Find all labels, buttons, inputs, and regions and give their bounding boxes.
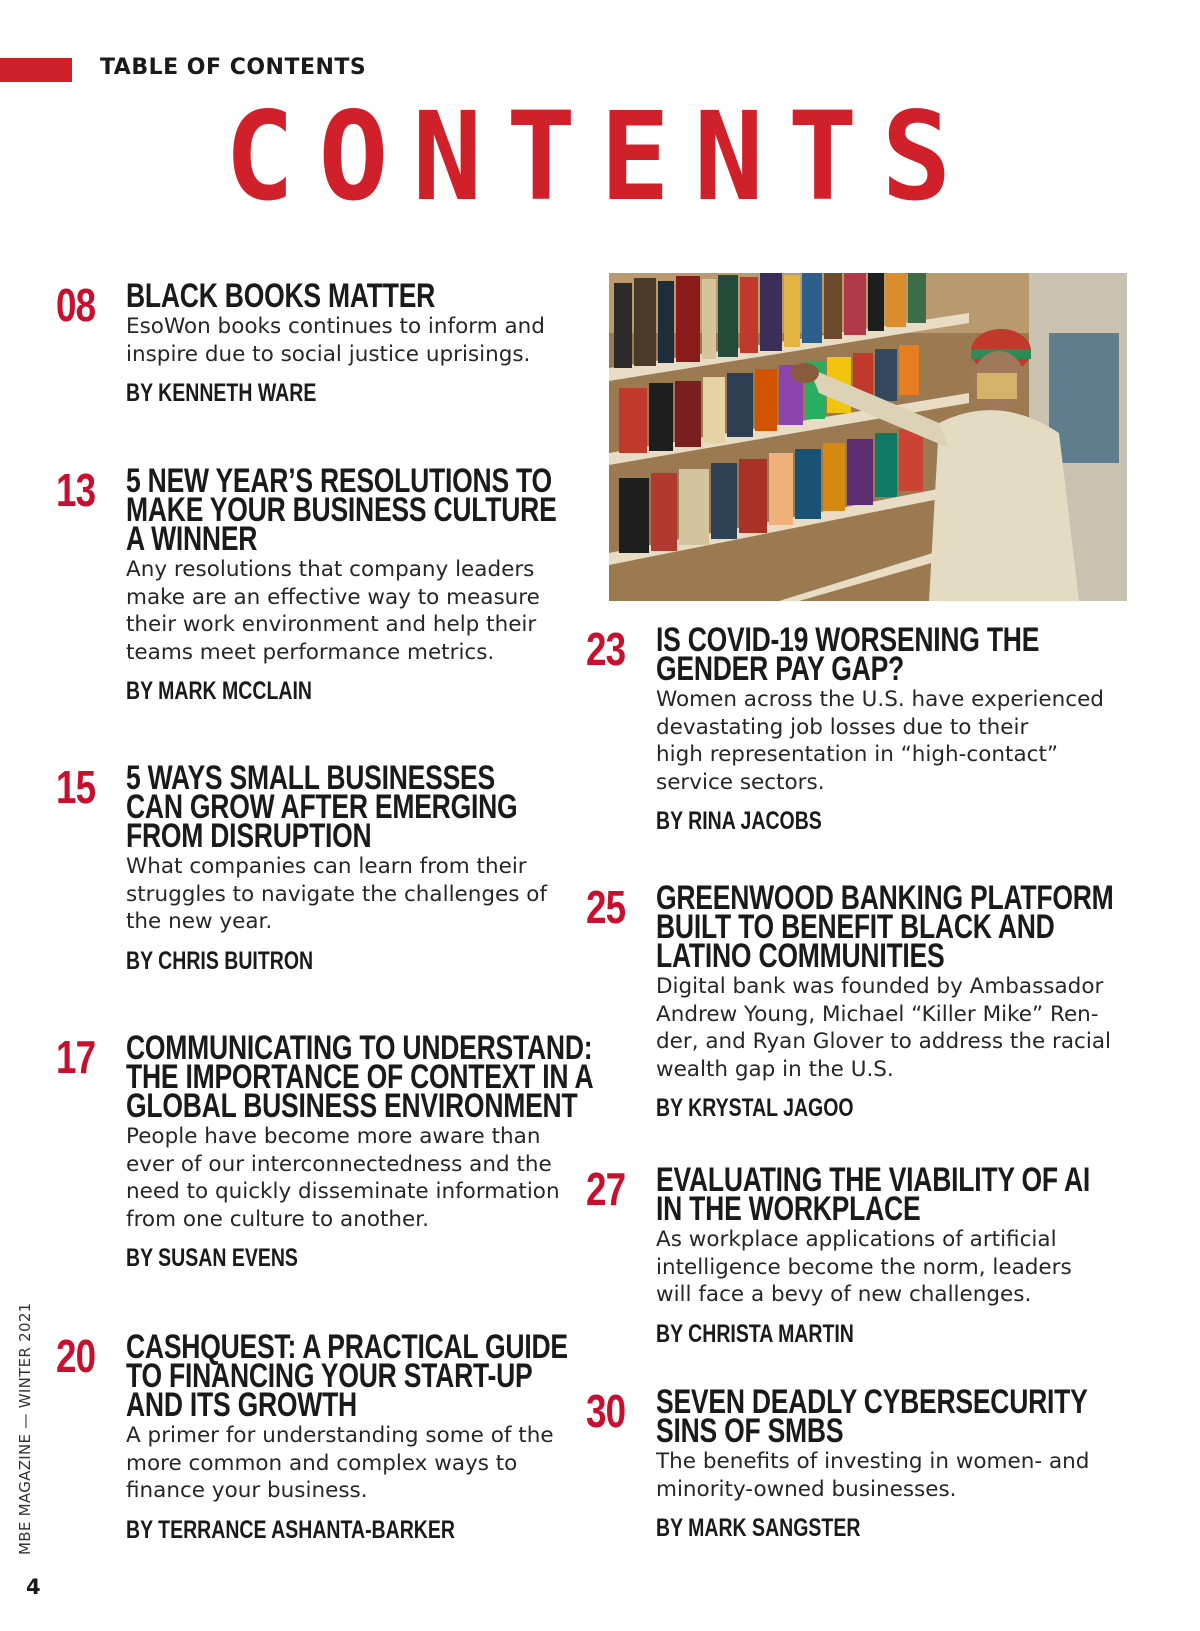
entry-page-number: 17 (56, 1031, 96, 1083)
entry-page-number: 30 (586, 1385, 626, 1437)
entry-body (126, 1029, 596, 1273)
accent-bar (0, 58, 72, 82)
entry-description: EsoWon books continues to inform and inspire due to social justice uprisings. (126, 314, 545, 367)
entry-byline: BY KRYSTAL JAGOO (656, 1094, 854, 1122)
entry-byline: BY KENNETH WARE (126, 379, 317, 407)
entry-description: The benefits of investing in women- and minority-owned businesses. (656, 1449, 1090, 1502)
entry-page-number: 13 (56, 464, 96, 516)
entry-page-number: 08 (56, 279, 96, 331)
entry-title: COMMUNICATING TO UNDERSTAND: THE IMPORTANCE OF CONTEXT IN A GLOBAL BUSINESS ENVIRONMENT (126, 1029, 594, 1125)
entry-description: Any resolutions that company leaders make are an effective way to measure their work environment and help their teams meet performance metrics. (126, 557, 540, 665)
entry-byline: BY RINA JACOBS (656, 807, 822, 835)
bookstore-photo-icon (609, 273, 1127, 601)
page-title: CONTENTS (224, 86, 976, 229)
entry-page-number: 20 (56, 1330, 96, 1382)
entry-description: People have become more aware than ever of our interconnectedness and the need to quickly disseminate information from one culture to another. (126, 1124, 560, 1232)
entry-title: SEVEN DEADLY CYBERSECURITY SINS OF SMBS (656, 1383, 1088, 1450)
entry-title: CASHQUEST: A PRACTICAL GUIDE TO FINANCING YOUR START-UP AND ITS GROWTH (126, 1328, 568, 1424)
entry-byline: BY TERRANCE ASHANTA-BARKER (126, 1515, 455, 1544)
entry-description: Women across the U.S. have experienced devastating job losses due to their high representation in “high-contact” service sectors. (656, 687, 1104, 795)
entry-body (126, 759, 596, 976)
entry-page-number: 27 (586, 1163, 626, 1215)
entry-body (126, 1328, 596, 1545)
entry-byline: BY MARK MCCLAIN (126, 677, 312, 705)
entry-title: 5 WAYS SMALL BUSINESSES CAN GROW AFTER EMERGING FROM DISRUPTION (126, 759, 518, 855)
entry-page-number: 25 (586, 881, 626, 933)
entry-title: BLACK BOOKS MATTER (126, 277, 436, 315)
entry-body (656, 1161, 1126, 1349)
page-number: 4 (26, 1575, 41, 1599)
entry-body (656, 879, 1126, 1123)
entry-page-number: 23 (586, 623, 626, 675)
entry-description: What companies can learn from their struggles to navigate the challenges of the new year. (126, 854, 548, 934)
entry-byline: BY SUSAN EVENS (126, 1244, 298, 1272)
entry-byline: BY MARK SANGSTER (656, 1514, 861, 1542)
entry-description: Digital bank was founded by Ambassador Andrew Young, Michael “Killer Mike” Ren- der, and Ryan Glover to address the racial wealth gap in the U.S. (656, 974, 1111, 1082)
bookstore-photo (609, 273, 1127, 601)
section-label: TABLE OF CONTENTS (100, 55, 367, 80)
entry-byline: BY CHRISTA MARTIN (656, 1319, 854, 1348)
entry-description: As workplace applications of artificial intelligence become the norm, leaders will face a bevy of new challenges. (656, 1227, 1072, 1307)
entry-title: 5 NEW YEAR’S RESOLUTIONS TO MAKE YOUR BUSINESS CULTURE A WINNER (126, 462, 557, 558)
entry-body (126, 462, 596, 706)
entry-title: IS COVID-19 WORSENING THE GENDER PAY GAP? (656, 621, 1040, 688)
entry-page-number: 15 (56, 761, 96, 813)
entry-title: GREENWOOD BANKING PLATFORM BUILT TO BENEFIT BLACK AND LATINO COMMUNITIES (656, 879, 1114, 975)
entry-byline: BY CHRIS BUITRON (126, 946, 314, 975)
magazine-issue-label: MBE MAGAZINE — WINTER 2021 (16, 1302, 34, 1555)
entry-body (656, 621, 1126, 836)
entry-title: EVALUATING THE VIABILITY OF AI IN THE WORKPLACE (656, 1161, 1091, 1228)
entry-body (656, 1383, 1126, 1543)
entry-description: A primer for understanding some of the more common and complex ways to finance your business. (126, 1423, 554, 1503)
entry-body (126, 277, 596, 408)
